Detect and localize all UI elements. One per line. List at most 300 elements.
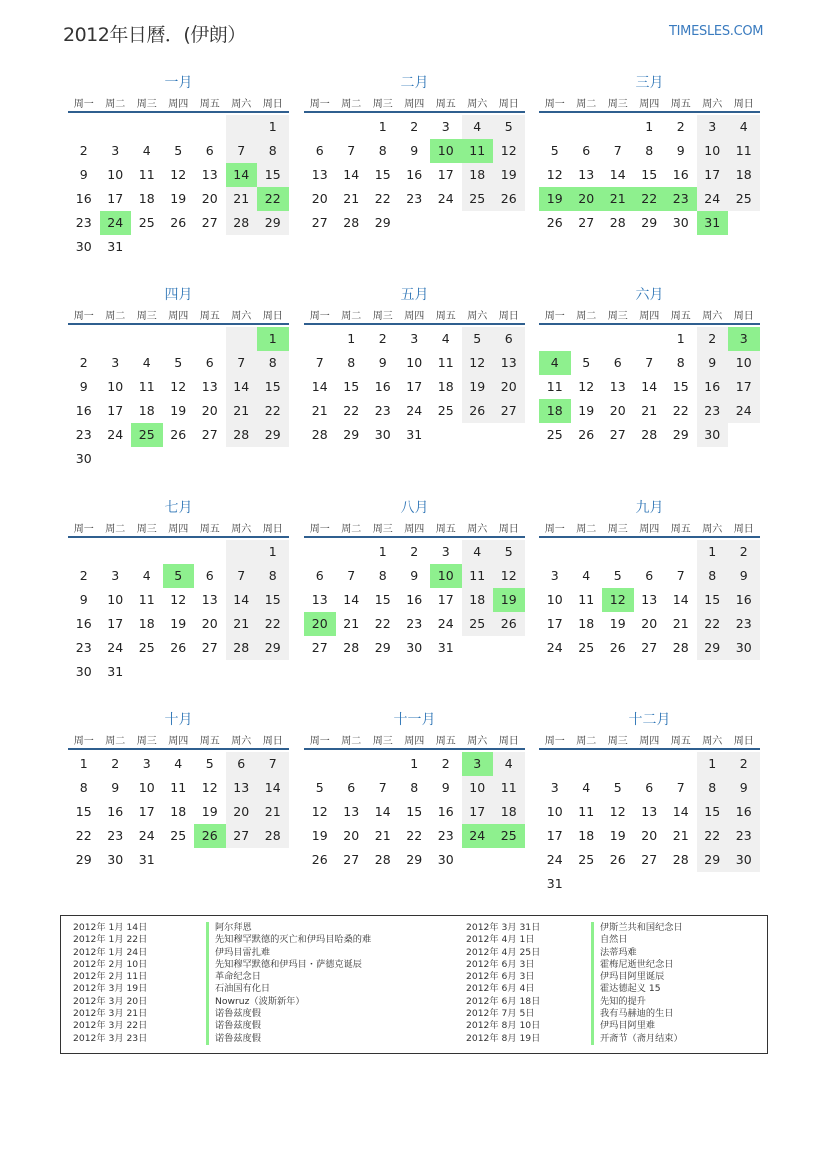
- empty-day-cell[interactable]: [336, 752, 368, 776]
- empty-day-cell[interactable]: [163, 540, 195, 564]
- empty-day-cell[interactable]: [539, 327, 571, 351]
- empty-day-cell[interactable]: [163, 848, 195, 872]
- day-cell[interactable]: 6: [205, 143, 214, 158]
- day-cell[interactable]: 20: [304, 612, 336, 636]
- empty-day-cell[interactable]: [493, 211, 525, 235]
- day-cell[interactable]: 10: [546, 592, 563, 607]
- day-cell[interactable]: 28: [226, 211, 258, 235]
- day-cell[interactable]: 13: [493, 351, 525, 375]
- day-cell[interactable]: 10: [430, 139, 462, 163]
- empty-day-cell[interactable]: [462, 636, 494, 660]
- day-cell[interactable]: 17: [728, 375, 760, 399]
- day-cell[interactable]: 27: [311, 640, 328, 655]
- day-cell[interactable]: 21: [374, 828, 391, 843]
- day-cell[interactable]: 2: [378, 331, 387, 346]
- day-cell[interactable]: 25: [462, 612, 494, 636]
- day-cell[interactable]: 8: [697, 776, 729, 800]
- day-cell[interactable]: 21: [226, 399, 258, 423]
- day-cell[interactable]: 17: [697, 163, 729, 187]
- day-cell[interactable]: 14: [311, 379, 328, 394]
- day-cell[interactable]: 18: [462, 163, 494, 187]
- day-cell[interactable]: 29: [697, 848, 729, 872]
- empty-day-cell[interactable]: [571, 115, 603, 139]
- day-cell[interactable]: 24: [546, 640, 563, 655]
- empty-day-cell[interactable]: [68, 115, 100, 139]
- day-cell[interactable]: 27: [311, 215, 328, 230]
- empty-day-cell[interactable]: [399, 211, 431, 235]
- day-cell[interactable]: 14: [343, 592, 360, 607]
- day-cell[interactable]: 26: [578, 427, 595, 442]
- day-cell[interactable]: 26: [170, 427, 187, 442]
- day-cell[interactable]: 9: [378, 355, 387, 370]
- empty-day-cell[interactable]: [728, 211, 760, 235]
- day-cell[interactable]: 26: [609, 852, 626, 867]
- day-cell[interactable]: 24: [697, 187, 729, 211]
- day-cell[interactable]: 30: [75, 451, 92, 466]
- day-cell[interactable]: 11: [138, 379, 155, 394]
- day-cell[interactable]: 29: [343, 427, 360, 442]
- day-cell[interactable]: 21: [641, 403, 658, 418]
- day-cell[interactable]: 12: [311, 804, 328, 819]
- empty-day-cell[interactable]: [493, 636, 525, 660]
- day-cell[interactable]: 20: [571, 187, 603, 211]
- day-cell[interactable]: 2: [111, 756, 120, 771]
- empty-day-cell[interactable]: [226, 540, 258, 564]
- day-cell[interactable]: 6: [347, 780, 356, 795]
- day-cell[interactable]: 16: [374, 379, 391, 394]
- empty-day-cell[interactable]: [257, 235, 289, 259]
- day-cell[interactable]: 29: [374, 640, 391, 655]
- empty-day-cell[interactable]: [131, 540, 163, 564]
- day-cell[interactable]: 1: [257, 115, 289, 139]
- day-cell[interactable]: 14: [226, 375, 258, 399]
- day-cell[interactable]: 17: [462, 800, 494, 824]
- empty-day-cell[interactable]: [430, 211, 462, 235]
- day-cell[interactable]: 7: [315, 355, 324, 370]
- day-cell[interactable]: 20: [641, 616, 658, 631]
- empty-day-cell[interactable]: [493, 848, 525, 872]
- day-cell[interactable]: 19: [170, 191, 187, 206]
- day-cell[interactable]: 21: [602, 187, 634, 211]
- day-cell[interactable]: 2: [728, 752, 760, 776]
- day-cell[interactable]: 19: [311, 828, 328, 843]
- day-cell[interactable]: 23: [728, 824, 760, 848]
- day-cell[interactable]: 15: [257, 375, 289, 399]
- day-cell[interactable]: 20: [226, 800, 258, 824]
- day-cell[interactable]: 21: [343, 616, 360, 631]
- brand-logo-text[interactable]: TIMESLES.COM: [669, 24, 764, 39]
- day-cell[interactable]: 26: [194, 824, 226, 848]
- day-cell[interactable]: 8: [257, 139, 289, 163]
- day-cell[interactable]: 22: [672, 403, 689, 418]
- day-cell[interactable]: 20: [641, 828, 658, 843]
- day-cell[interactable]: 24: [100, 211, 132, 235]
- day-cell[interactable]: 24: [462, 824, 494, 848]
- day-cell[interactable]: 13: [201, 592, 218, 607]
- day-cell[interactable]: 4: [462, 115, 494, 139]
- day-cell[interactable]: 25: [462, 187, 494, 211]
- day-cell[interactable]: 20: [609, 403, 626, 418]
- day-cell[interactable]: 9: [728, 564, 760, 588]
- day-cell[interactable]: 31: [107, 664, 124, 679]
- day-cell[interactable]: 10: [430, 564, 462, 588]
- day-cell[interactable]: 23: [406, 191, 423, 206]
- day-cell[interactable]: 2: [676, 119, 685, 134]
- day-cell[interactable]: 6: [613, 355, 622, 370]
- day-cell[interactable]: 28: [311, 427, 328, 442]
- day-cell[interactable]: 5: [550, 143, 559, 158]
- day-cell[interactable]: 12: [493, 139, 525, 163]
- empty-day-cell[interactable]: [131, 235, 163, 259]
- day-cell[interactable]: 24: [546, 852, 563, 867]
- day-cell[interactable]: 14: [226, 163, 258, 187]
- day-cell[interactable]: 2: [410, 544, 419, 559]
- day-cell[interactable]: 8: [79, 780, 88, 795]
- day-cell[interactable]: 30: [728, 848, 760, 872]
- day-cell[interactable]: 29: [672, 427, 689, 442]
- day-cell[interactable]: 7: [378, 780, 387, 795]
- day-cell[interactable]: 22: [406, 828, 423, 843]
- day-cell[interactable]: 15: [374, 592, 391, 607]
- day-cell[interactable]: 28: [343, 640, 360, 655]
- day-cell[interactable]: 30: [107, 852, 124, 867]
- day-cell[interactable]: 10: [107, 167, 124, 182]
- day-cell[interactable]: 19: [493, 588, 525, 612]
- day-cell[interactable]: 16: [75, 616, 92, 631]
- day-cell[interactable]: 3: [462, 752, 494, 776]
- day-cell[interactable]: 16: [406, 592, 423, 607]
- day-cell[interactable]: 20: [311, 191, 328, 206]
- day-cell[interactable]: 22: [697, 824, 729, 848]
- empty-day-cell[interactable]: [131, 327, 163, 351]
- day-cell[interactable]: 8: [257, 351, 289, 375]
- day-cell[interactable]: 27: [641, 852, 658, 867]
- day-cell[interactable]: 1: [676, 331, 685, 346]
- day-cell[interactable]: 5: [613, 568, 622, 583]
- day-cell[interactable]: 9: [676, 143, 685, 158]
- day-cell[interactable]: 25: [170, 828, 187, 843]
- day-cell[interactable]: 29: [257, 636, 289, 660]
- day-cell[interactable]: 1: [347, 331, 356, 346]
- empty-day-cell[interactable]: [539, 752, 571, 776]
- day-cell[interactable]: 19: [578, 403, 595, 418]
- day-cell[interactable]: 1: [79, 756, 88, 771]
- day-cell[interactable]: 28: [374, 852, 391, 867]
- day-cell[interactable]: 5: [174, 355, 183, 370]
- empty-day-cell[interactable]: [131, 660, 163, 684]
- day-cell[interactable]: 23: [697, 399, 729, 423]
- empty-day-cell[interactable]: [665, 540, 697, 564]
- day-cell[interactable]: 7: [226, 351, 258, 375]
- day-cell[interactable]: 12: [201, 780, 218, 795]
- day-cell[interactable]: 20: [343, 828, 360, 843]
- day-cell[interactable]: 9: [410, 568, 419, 583]
- day-cell[interactable]: 13: [311, 167, 328, 182]
- empty-day-cell[interactable]: [194, 848, 226, 872]
- day-cell[interactable]: 10: [546, 804, 563, 819]
- day-cell[interactable]: 23: [107, 828, 124, 843]
- empty-day-cell[interactable]: [304, 115, 336, 139]
- day-cell[interactable]: 20: [493, 375, 525, 399]
- day-cell[interactable]: 5: [613, 780, 622, 795]
- day-cell[interactable]: 10: [107, 379, 124, 394]
- day-cell[interactable]: 28: [609, 215, 626, 230]
- day-cell[interactable]: 28: [343, 215, 360, 230]
- day-cell[interactable]: 29: [406, 852, 423, 867]
- day-cell[interactable]: 30: [697, 423, 729, 447]
- day-cell[interactable]: 25: [138, 640, 155, 655]
- day-cell[interactable]: 3: [728, 327, 760, 351]
- day-cell[interactable]: 1: [257, 327, 289, 351]
- day-cell[interactable]: 18: [138, 616, 155, 631]
- day-cell[interactable]: 24: [107, 427, 124, 442]
- day-cell[interactable]: 5: [493, 115, 525, 139]
- day-cell[interactable]: 22: [374, 616, 391, 631]
- empty-day-cell[interactable]: [462, 423, 494, 447]
- day-cell[interactable]: 5: [582, 355, 591, 370]
- day-cell[interactable]: 14: [257, 776, 289, 800]
- day-cell[interactable]: 24: [437, 616, 454, 631]
- day-cell[interactable]: 7: [613, 143, 622, 158]
- day-cell[interactable]: 4: [142, 355, 151, 370]
- day-cell[interactable]: 3: [697, 115, 729, 139]
- empty-day-cell[interactable]: [100, 447, 132, 471]
- day-cell[interactable]: 14: [672, 592, 689, 607]
- day-cell[interactable]: 11: [546, 379, 563, 394]
- day-cell[interactable]: 9: [697, 351, 729, 375]
- empty-day-cell[interactable]: [634, 327, 666, 351]
- day-cell[interactable]: 18: [437, 379, 454, 394]
- day-cell[interactable]: 15: [697, 588, 729, 612]
- day-cell[interactable]: 12: [609, 804, 626, 819]
- day-cell[interactable]: 11: [578, 592, 595, 607]
- empty-day-cell[interactable]: [194, 447, 226, 471]
- day-cell[interactable]: 26: [493, 612, 525, 636]
- day-cell[interactable]: 7: [645, 355, 654, 370]
- empty-day-cell[interactable]: [194, 327, 226, 351]
- day-cell[interactable]: 30: [437, 852, 454, 867]
- day-cell[interactable]: 23: [728, 612, 760, 636]
- day-cell[interactable]: 27: [201, 427, 218, 442]
- day-cell[interactable]: 14: [609, 167, 626, 182]
- day-cell[interactable]: 1: [697, 752, 729, 776]
- day-cell[interactable]: 29: [641, 215, 658, 230]
- empty-day-cell[interactable]: [257, 447, 289, 471]
- day-cell[interactable]: 10: [406, 355, 423, 370]
- empty-day-cell[interactable]: [336, 115, 368, 139]
- day-cell[interactable]: 2: [441, 756, 450, 771]
- day-cell[interactable]: 12: [170, 592, 187, 607]
- empty-day-cell[interactable]: [68, 327, 100, 351]
- day-cell[interactable]: 22: [697, 612, 729, 636]
- day-cell[interactable]: 7: [257, 752, 289, 776]
- day-cell[interactable]: 28: [226, 636, 258, 660]
- day-cell[interactable]: 16: [697, 375, 729, 399]
- day-cell[interactable]: 30: [728, 636, 760, 660]
- day-cell[interactable]: 7: [676, 780, 685, 795]
- day-cell[interactable]: 13: [226, 776, 258, 800]
- day-cell[interactable]: 24: [107, 640, 124, 655]
- day-cell[interactable]: 12: [546, 167, 563, 182]
- day-cell[interactable]: 17: [406, 379, 423, 394]
- day-cell[interactable]: 16: [728, 588, 760, 612]
- day-cell[interactable]: 25: [578, 852, 595, 867]
- day-cell[interactable]: 26: [170, 215, 187, 230]
- empty-day-cell[interactable]: [304, 327, 336, 351]
- day-cell[interactable]: 18: [462, 588, 494, 612]
- empty-day-cell[interactable]: [634, 752, 666, 776]
- empty-day-cell[interactable]: [194, 660, 226, 684]
- day-cell[interactable]: 7: [676, 568, 685, 583]
- day-cell[interactable]: 4: [142, 568, 151, 583]
- day-cell[interactable]: 15: [257, 588, 289, 612]
- day-cell[interactable]: 4: [441, 331, 450, 346]
- day-cell[interactable]: 29: [75, 852, 92, 867]
- day-cell[interactable]: 16: [75, 191, 92, 206]
- day-cell[interactable]: 14: [641, 379, 658, 394]
- day-cell[interactable]: 10: [138, 780, 155, 795]
- day-cell[interactable]: 28: [641, 427, 658, 442]
- empty-day-cell[interactable]: [163, 327, 195, 351]
- day-cell[interactable]: 21: [226, 187, 258, 211]
- day-cell[interactable]: 3: [410, 331, 419, 346]
- day-cell[interactable]: 5: [493, 540, 525, 564]
- day-cell[interactable]: 23: [665, 187, 697, 211]
- day-cell[interactable]: 15: [75, 804, 92, 819]
- day-cell[interactable]: 9: [441, 780, 450, 795]
- day-cell[interactable]: 16: [75, 403, 92, 418]
- day-cell[interactable]: 24: [138, 828, 155, 843]
- day-cell[interactable]: 10: [107, 592, 124, 607]
- day-cell[interactable]: 11: [170, 780, 187, 795]
- empty-day-cell[interactable]: [131, 115, 163, 139]
- day-cell[interactable]: 8: [410, 780, 419, 795]
- day-cell[interactable]: 27: [641, 640, 658, 655]
- day-cell[interactable]: 4: [174, 756, 183, 771]
- day-cell[interactable]: 18: [539, 399, 571, 423]
- day-cell[interactable]: 4: [493, 752, 525, 776]
- empty-day-cell[interactable]: [728, 872, 760, 896]
- day-cell[interactable]: 3: [550, 780, 559, 795]
- day-cell[interactable]: 28: [257, 824, 289, 848]
- empty-day-cell[interactable]: [163, 235, 195, 259]
- empty-day-cell[interactable]: [194, 540, 226, 564]
- day-cell[interactable]: 12: [578, 379, 595, 394]
- day-cell[interactable]: 23: [437, 828, 454, 843]
- empty-day-cell[interactable]: [336, 540, 368, 564]
- day-cell[interactable]: 2: [79, 143, 88, 158]
- day-cell[interactable]: 19: [609, 616, 626, 631]
- day-cell[interactable]: 1: [257, 540, 289, 564]
- empty-day-cell[interactable]: [100, 115, 132, 139]
- day-cell[interactable]: 26: [546, 215, 563, 230]
- empty-day-cell[interactable]: [68, 540, 100, 564]
- day-cell[interactable]: 18: [728, 163, 760, 187]
- empty-day-cell[interactable]: [226, 235, 258, 259]
- day-cell[interactable]: 13: [641, 804, 658, 819]
- empty-day-cell[interactable]: [304, 752, 336, 776]
- day-cell[interactable]: 30: [406, 640, 423, 655]
- day-cell[interactable]: 13: [201, 167, 218, 182]
- day-cell[interactable]: 5: [163, 564, 195, 588]
- day-cell[interactable]: 15: [257, 163, 289, 187]
- day-cell[interactable]: 29: [374, 215, 391, 230]
- day-cell[interactable]: 20: [201, 403, 218, 418]
- day-cell[interactable]: 5: [205, 756, 214, 771]
- day-cell[interactable]: 6: [582, 143, 591, 158]
- day-cell[interactable]: 28: [226, 423, 258, 447]
- day-cell[interactable]: 13: [311, 592, 328, 607]
- day-cell[interactable]: 11: [578, 804, 595, 819]
- day-cell[interactable]: 26: [493, 187, 525, 211]
- day-cell[interactable]: 7: [226, 564, 258, 588]
- day-cell[interactable]: 10: [462, 776, 494, 800]
- day-cell[interactable]: 9: [410, 143, 419, 158]
- empty-day-cell[interactable]: [100, 540, 132, 564]
- day-cell[interactable]: 8: [378, 568, 387, 583]
- day-cell[interactable]: 8: [676, 355, 685, 370]
- day-cell[interactable]: 30: [75, 664, 92, 679]
- day-cell[interactable]: 12: [170, 379, 187, 394]
- empty-day-cell[interactable]: [257, 660, 289, 684]
- empty-day-cell[interactable]: [163, 447, 195, 471]
- day-cell[interactable]: 25: [131, 423, 163, 447]
- day-cell[interactable]: 22: [257, 612, 289, 636]
- day-cell[interactable]: 11: [437, 355, 454, 370]
- day-cell[interactable]: 3: [111, 143, 120, 158]
- day-cell[interactable]: 8: [347, 355, 356, 370]
- day-cell[interactable]: 31: [406, 427, 423, 442]
- empty-day-cell[interactable]: [571, 540, 603, 564]
- day-cell[interactable]: 31: [437, 640, 454, 655]
- day-cell[interactable]: 30: [75, 239, 92, 254]
- day-cell[interactable]: 6: [226, 752, 258, 776]
- day-cell[interactable]: 15: [343, 379, 360, 394]
- day-cell[interactable]: 12: [170, 167, 187, 182]
- day-cell[interactable]: 21: [311, 403, 328, 418]
- day-cell[interactable]: 25: [437, 403, 454, 418]
- day-cell[interactable]: 27: [609, 427, 626, 442]
- day-cell[interactable]: 3: [142, 756, 151, 771]
- empty-day-cell[interactable]: [665, 752, 697, 776]
- day-cell[interactable]: 2: [728, 540, 760, 564]
- day-cell[interactable]: 19: [462, 375, 494, 399]
- day-cell[interactable]: 23: [374, 403, 391, 418]
- day-cell[interactable]: 31: [546, 876, 563, 891]
- day-cell[interactable]: 22: [634, 187, 666, 211]
- day-cell[interactable]: 19: [609, 828, 626, 843]
- empty-day-cell[interactable]: [226, 848, 258, 872]
- day-cell[interactable]: 24: [728, 399, 760, 423]
- empty-day-cell[interactable]: [697, 872, 729, 896]
- day-cell[interactable]: 11: [138, 167, 155, 182]
- day-cell[interactable]: 23: [75, 427, 92, 442]
- empty-day-cell[interactable]: [257, 848, 289, 872]
- day-cell[interactable]: 26: [609, 640, 626, 655]
- day-cell[interactable]: 19: [493, 163, 525, 187]
- empty-day-cell[interactable]: [571, 752, 603, 776]
- day-cell[interactable]: 11: [138, 592, 155, 607]
- day-cell[interactable]: 22: [343, 403, 360, 418]
- empty-day-cell[interactable]: [571, 872, 603, 896]
- day-cell[interactable]: 1: [378, 119, 387, 134]
- day-cell[interactable]: 2: [79, 568, 88, 583]
- day-cell[interactable]: 31: [107, 239, 124, 254]
- day-cell[interactable]: 13: [343, 804, 360, 819]
- day-cell[interactable]: 2: [697, 327, 729, 351]
- day-cell[interactable]: 25: [138, 215, 155, 230]
- empty-day-cell[interactable]: [665, 872, 697, 896]
